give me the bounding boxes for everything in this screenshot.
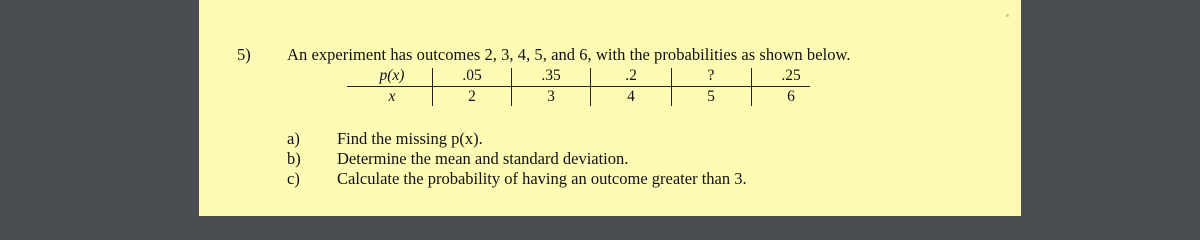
table-cell: .25 (781, 67, 801, 84)
problem-prompt: An experiment has outcomes 2, 3, 4, 5, and 6, with the probabilities as shown below. (287, 45, 851, 64)
table-cell: 6 (787, 88, 795, 105)
table-cell: .05 (462, 67, 482, 84)
row-header-x: x (388, 88, 396, 105)
table-cell: 2 (468, 88, 476, 105)
table-cell: .35 (541, 67, 561, 84)
table-header-rule (347, 86, 810, 87)
part-text: Calculate the probability of having an outcome greater than 3. (337, 169, 747, 188)
page-speck (1006, 14, 1009, 17)
document-page (199, 0, 1021, 216)
table-cell: 3 (547, 88, 555, 105)
table-cell: ? (707, 67, 715, 84)
table-cell: 5 (707, 88, 715, 105)
part-text: Determine the mean and standard deviation. (337, 149, 629, 168)
row-header-px: p(x) (379, 67, 405, 84)
part-label: a) (287, 129, 300, 148)
problem-number: 5) (237, 45, 251, 64)
part-text: Find the missing p(x). (337, 129, 483, 148)
table-cell: 4 (627, 88, 635, 105)
part-label: c) (287, 169, 300, 188)
table-cell: .2 (625, 67, 637, 84)
part-label: b) (287, 149, 301, 168)
